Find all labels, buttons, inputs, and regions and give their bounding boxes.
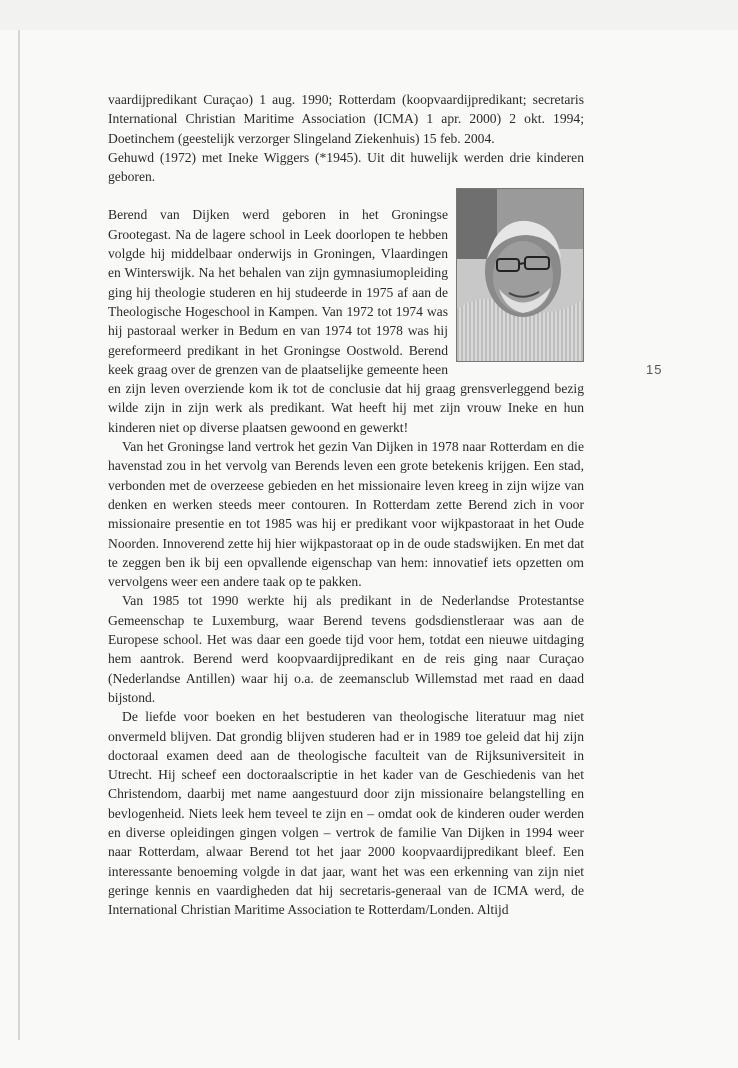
paragraph-1: Berend van Dijken werd geboren in het Groningse Grootegast. Na de lagere school in Leek doorlopen te hebben volgde hij middelbaar onderwijs in Groningen, Vlaardingen en Winterswijk. Na het behalen van zijn gymnasiumopleiding ging hij theologie studeren en hij studeerde in 1975 af aan de Theologische Hogeschool in Kampen. Van 1972 tot 1974 was hij pastoraal werker in Bedum en van 1974 tot 1978 was hij gereformeerd predikant in het Groningse Oostwold. Berend keek graag over de grenzen van de plaatselijke gemeente heen en zijn leven overziende kom ik tot de conclusie dat hij graag grensverleggend bezig wilde zijn in zijn werk als predikant. Wat heeft hij met zijn vrouw Ineke en hun kinderen niet op diverse plaatsen gewoond en gewerkt! <box>108 207 584 435</box>
page-number: 15 <box>646 362 663 377</box>
body-text <box>108 90 584 919</box>
paragraph-2: Van het Groningse land vertrok het gezin Van Dijken in 1978 naar Rotterdam en die havenstad zou in het vervolg van Berends leven een grote betekenis krijgen. Een stad, verbonden met de overzeese gebieden en het missionaire leven kreeg in zijn wijze van denken en werken steeds meer contouren. In Rotterdam zette Berend zich in voor missionaire presentie en tot 1985 was hij er predikant voor wijkpastoraat in het Oude Noorden. Innoverend zette hij hier wijkpastoraat op in de oude stadswijken. En met dat te zeggen ben ik bij een opvallende eigenschap van hem: innovatief iets opzetten om vervolgens weer een andere taak op te pakken. <box>108 439 584 590</box>
scan-top-shade <box>0 0 738 30</box>
paragraph-4: De liefde voor boeken en het bestuderen van theologische literatuur mag niet onvermeld blijven. Dat grondig blijven studeren had er in 1989 toe geleid dat hij zijn doctoraal examen deed aan de theologische faculteit van de Rijksuniversiteit in Utrecht. Hij scheef een doctoraalscriptie in het kader van de Geschiedenis van het Christendom, daarbij met name aangestuurd door zijn missionaire belangstelling en bevlogenheid. Niets leek hem teveel te zijn en – omdat ook de kinderen ouder werden en diverse opleidingen gingen volgen – vertrok de familie Van Dijken in 1994 weer naar Rotterdam, alwaar Berend tot het jaar 2000 koopvaardijpredikant bleef. Een interessante benoeming volgde in dat jaar, want het was een erkenning van zijn niet geringe kennis en vaardigheden dat hij secretaris-generaal van de ICMA werd, de International Christian Maritime Association te Rotterdam/Londen. Altijd <box>108 709 584 918</box>
paragraph-3: Van 1985 tot 1990 werkte hij als predikant in de Nederlandse Protestantse Gemeenschap te Luxemburg, waar Berend tevens godsdienstleraar was aan de Europese school. Het was daar een goede tijd voor hem, totdat een nieuwe uitdaging hem aantrok. Berend werd koopvaardijpredikant en de reis ging naar Curaçao (Nederlandse Antillen) waar hij o.a. de zeemansclub Willemstad met raad en daad bijstond. <box>108 593 584 705</box>
portrait-photo <box>456 188 584 362</box>
career-summary: vaardijpredikant Curaçao) 1 aug. 1990; Rotterdam (koopvaardijpredikant; secretaris International Christian Maritime Association (ICMA) 1 apr. 2000) 2 okt. 1994; Doetinchem (geestelijk verzorger Slingeland Ziekenhuis) 15 feb. 2004. <box>108 92 584 146</box>
marriage-line: Gehuwd (1972) met Ineke Wiggers (*1945). Uit dit huwelijk werden drie kinderen geboren. <box>108 149 584 185</box>
book-spine-line <box>18 30 20 1040</box>
portrait-image <box>457 189 583 361</box>
